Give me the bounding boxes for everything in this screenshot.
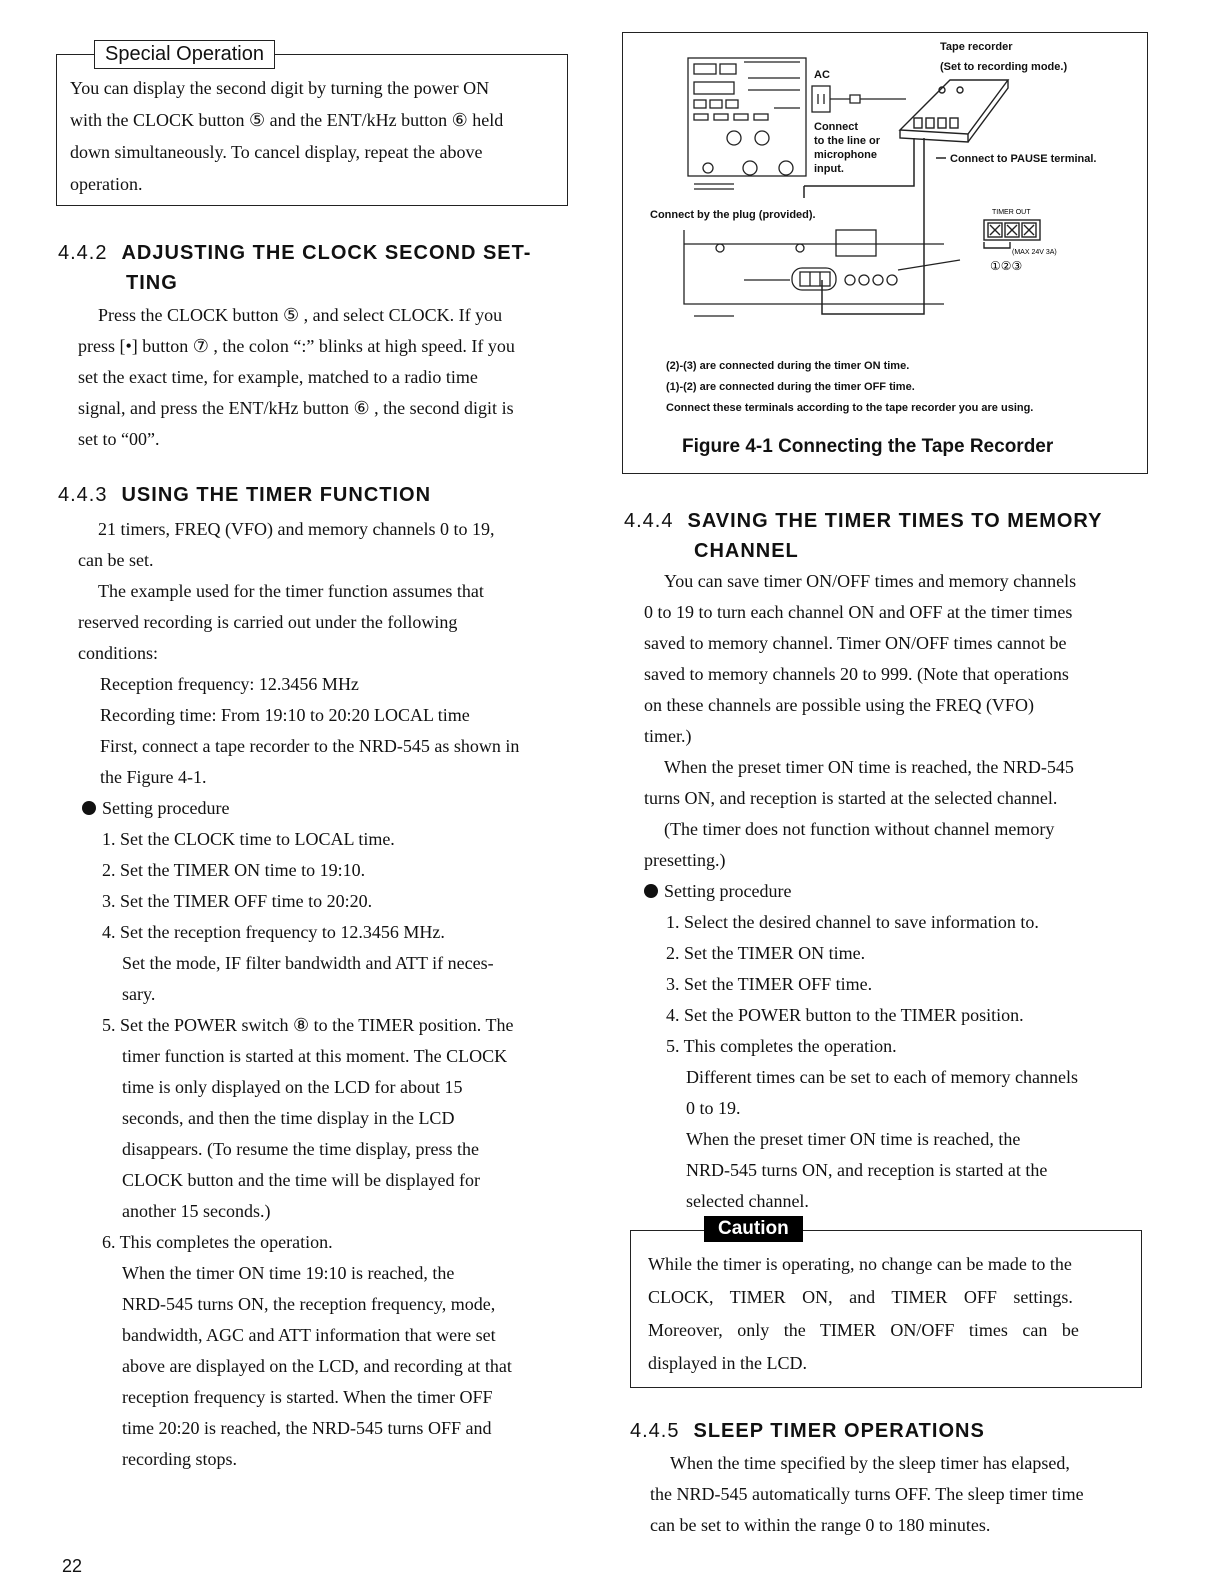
ac-label: AC [814, 69, 830, 81]
caution-line: While the timer is operating, no change can be made to the [648, 1254, 1072, 1274]
section-number: 4.4.3 [58, 484, 108, 506]
text-line: saved to memory channel. Timer ON/OFF times cannot be [644, 633, 1067, 653]
text-line: You can save timer ON/OFF times and memory channels [664, 571, 1077, 591]
step-item: 3. Set the TIMER OFF time. [666, 974, 873, 994]
text-line: press [•] button ⑦ , the colon “:” blinks at high speed. If you [78, 336, 515, 356]
section-title: ADJUSTING THE CLOCK SECOND SET- [121, 242, 532, 264]
special-operation-line: down simultaneously. To cancel display, repeat the above [70, 142, 483, 162]
step-detail: Different times can be set to each of memory channels [686, 1067, 1079, 1087]
text-line: (The timer does not function without channel memory [664, 819, 1055, 839]
section-4-4-3-heading [58, 480, 598, 510]
text-line: 21 timers, FREQ (VFO) and memory channels 0 to 19, [98, 519, 495, 539]
bullet-icon [644, 884, 658, 898]
step-item: 5. This completes the operation. [666, 1036, 897, 1056]
step-item: 3. Set the TIMER OFF time to 20:20. [102, 891, 373, 911]
step-item: 2. Set the TIMER ON time. [666, 943, 866, 963]
step-detail: CLOCK button and the time will be displayed for [122, 1170, 480, 1190]
figure-notes [666, 356, 1033, 419]
step-detail: time 20:20 is reached, the NRD-545 turns OFF and [122, 1418, 492, 1438]
text-line: The example used for the timer function assumes that [98, 581, 484, 601]
procedure-label: Setting procedure [102, 798, 230, 818]
caution-title: Caution [704, 1216, 803, 1242]
max-rating-label: (MAX 24V 3A) [1012, 249, 1057, 256]
text-line: on these channels are possible using the FREQ (VFO) [644, 695, 1034, 715]
step-detail: NRD-545 turns ON, the reception frequency, mode, [122, 1294, 496, 1314]
step-detail: selected channel. [686, 1191, 809, 1211]
text-line: can be set. [78, 550, 154, 570]
section-4-4-5-body [650, 1448, 1150, 1541]
step-detail: above are displayed on the LCD, and recording at that [122, 1356, 512, 1376]
caution-line: displayed in the LCD. [648, 1353, 807, 1373]
condition-line: the Figure 4-1. [100, 767, 207, 787]
step-detail: timer function is started at this moment. The CLOCK [122, 1046, 508, 1066]
page-number: 22 [62, 1556, 83, 1576]
text-line: can be set to within the range 0 to 180 minutes. [650, 1515, 991, 1535]
special-operation-title: Special Operation [94, 40, 275, 69]
section-4-4-3-body [78, 514, 570, 1475]
step-detail: sary. [122, 984, 156, 1004]
text-line: saved to memory channels 20 to 999. (Note that operations [644, 664, 1069, 684]
step-detail: time is only displayed on the LCD for about 15 [122, 1077, 463, 1097]
text-line: set the exact time, for example, matched to a radio time [78, 367, 478, 387]
step-detail: NRD-545 turns ON, and reception is started at the [686, 1160, 1048, 1180]
text-line: Press the CLOCK button ⑤ , and select CLOCK. If you [98, 305, 503, 325]
procedure-label: Setting procedure [664, 881, 792, 901]
section-4-4-2-heading [58, 238, 598, 298]
section-4-4-4-body [644, 566, 1144, 1217]
figure-note: (1)-(2) are connected during the timer OFF time. [666, 381, 915, 393]
step-item: 5. Set the POWER switch ⑧ to the TIMER position. The [102, 1015, 514, 1035]
set-recording-label: (Set to recording mode.) [940, 61, 1068, 73]
step-detail: When the timer ON time 19:10 is reached, the [122, 1263, 455, 1283]
text-line: signal, and press the ENT/kHz button ⑥ , the second digit is [78, 398, 514, 418]
caution-line: Moreover, only the TIMER ON/OFF times can be [648, 1320, 1079, 1340]
section-4-4-5-heading [630, 1416, 1190, 1446]
step-item: 4. Set the reception frequency to 12.3456 MHz. [102, 922, 445, 942]
text-line: the NRD-545 automatically turns OFF. The sleep timer time [650, 1484, 1084, 1504]
special-operation-text [70, 72, 564, 200]
terminal-numbers-label: ①②③ [990, 259, 1023, 273]
step-detail: recording stops. [122, 1449, 237, 1469]
step-item: 6. This completes the operation. [102, 1232, 333, 1252]
text-line: presetting.) [644, 850, 726, 870]
text-line: conditions: [78, 643, 158, 663]
step-detail: disappears. (To resume the time display, press the [122, 1139, 479, 1159]
step-detail: seconds, and then the time display in the LCD [122, 1108, 455, 1128]
step-detail: reception frequency is started. When the timer OFF [122, 1387, 493, 1407]
timer-out-label: TIMER OUT [992, 209, 1031, 216]
figure-caption: Figure 4-1 Connecting the Tape Recorder [682, 436, 1054, 457]
figure-note: Connect these terminals according to the tape recorder you are using. [666, 402, 1034, 414]
section-4-4-4-heading [624, 506, 1184, 566]
condition-line: Recording time: From 19:10 to 20:20 LOCAL time [100, 705, 470, 725]
connect-plug-label: Connect by the plug (provided). [650, 209, 816, 221]
step-detail: bandwidth, AGC and ATT information that were set [122, 1325, 496, 1345]
bullet-icon [82, 801, 96, 815]
section-title-cont: CHANNEL [694, 540, 799, 562]
text-line: turns ON, and reception is started at the selected channel. [644, 788, 1058, 808]
text-line: When the preset timer ON time is reached, the NRD-545 [664, 757, 1074, 777]
connect-line-label: Connect to the line or microphone input. [814, 121, 880, 175]
section-title: SAVING THE TIMER TIMES TO MEMORY [687, 510, 1103, 532]
text-line: timer.) [644, 726, 692, 746]
text-line: set to “00”. [78, 429, 160, 449]
text-line: When the time specified by the sleep timer has elapsed, [670, 1453, 1070, 1473]
step-item: 1. Set the CLOCK time to LOCAL time. [102, 829, 395, 849]
section-4-4-2-body [78, 300, 568, 455]
step-detail: another 15 seconds.) [122, 1201, 271, 1221]
connect-pause-label: Connect to PAUSE terminal. [950, 153, 1097, 165]
condition-line: Reception frequency: 12.3456 MHz [100, 674, 359, 694]
section-number: 4.4.2 [58, 242, 108, 264]
figure-note: (2)-(3) are connected during the timer ON time. [666, 360, 910, 372]
section-title-cont: TING [126, 272, 178, 294]
step-item: 1. Select the desired channel to save information to. [666, 912, 1039, 932]
section-title: USING THE TIMER FUNCTION [121, 484, 432, 506]
step-detail: Set the mode, IF filter bandwidth and ATT if neces- [122, 953, 494, 973]
step-item: 4. Set the POWER button to the TIMER position. [666, 1005, 1024, 1025]
caution-text [648, 1248, 1136, 1380]
text-line: reserved recording is carried out under the following [78, 612, 458, 632]
tape-recorder-diagram [624, 34, 1146, 354]
section-title: SLEEP TIMER OPERATIONS [693, 1420, 985, 1442]
text-line: 0 to 19 to turn each channel ON and OFF at the timer times [644, 602, 1073, 622]
step-detail: 0 to 19. [686, 1098, 741, 1118]
special-operation-line: with the CLOCK button ⑤ and the ENT/kHz button ⑥ held [70, 110, 504, 130]
special-operation-line: You can display the second digit by turning the power ON [70, 78, 490, 98]
condition-line: First, connect a tape recorder to the NRD-545 as shown in [100, 736, 520, 756]
step-item: 2. Set the TIMER ON time to 19:10. [102, 860, 366, 880]
step-detail: When the preset timer ON time is reached, the [686, 1129, 1021, 1149]
section-number: 4.4.5 [630, 1420, 680, 1442]
caution-line: CLOCK, TIMER ON, and TIMER OFF settings. [648, 1287, 1073, 1307]
tape-recorder-label: Tape recorder [940, 41, 1013, 53]
special-operation-line: operation. [70, 174, 143, 194]
section-number: 4.4.4 [624, 510, 674, 532]
